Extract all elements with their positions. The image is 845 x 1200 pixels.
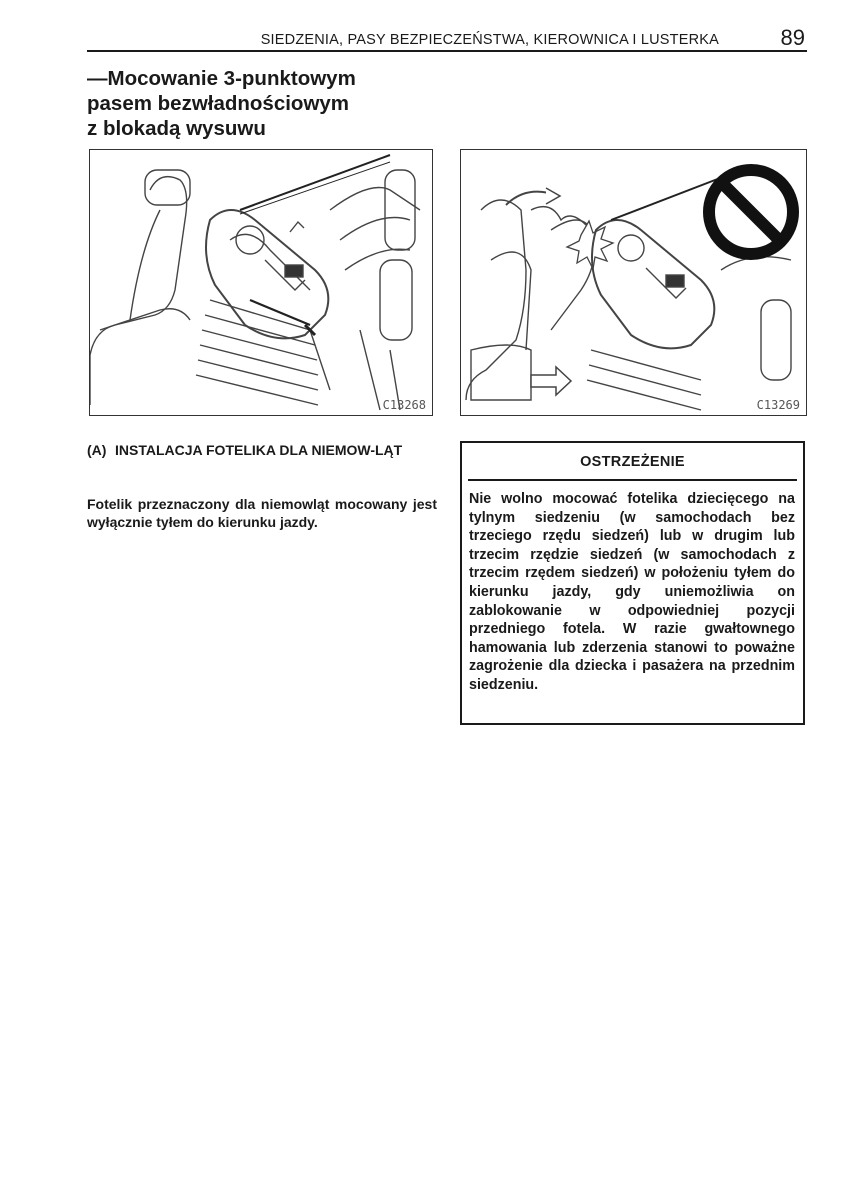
figure-code: C13269 xyxy=(756,398,800,412)
instruction-paragraph: Fotelik przeznaczony dla niemowląt mocowany jest wyłącznie tyłem do kierunku jazdy. xyxy=(87,496,437,530)
warning-box xyxy=(460,441,805,725)
figure-infant-seat-installed xyxy=(89,149,433,416)
section-title: SIEDZENIA, PASY BEZPIECZEŃSTWA, KIEROWNICA I LUSTERKA xyxy=(260,32,719,48)
page-number: 89 xyxy=(780,25,805,50)
prohibition-sign-icon xyxy=(709,170,793,254)
warning-title: OSTRZEŻENIE xyxy=(468,443,797,481)
figure-code: C13268 xyxy=(382,398,426,412)
header-rule xyxy=(87,50,807,52)
page-title xyxy=(87,66,417,141)
page-header xyxy=(87,22,807,52)
section-heading-text: INSTALACJA FOTELIKA DLA NIEMOW-LĄT xyxy=(115,442,403,458)
section-heading xyxy=(87,441,437,459)
section-label: (A) xyxy=(87,442,107,458)
infant-seat-illustration xyxy=(90,150,432,415)
figure-incorrect-installation xyxy=(460,149,807,416)
title-line-3: z blokadą wysuwu xyxy=(87,117,266,140)
title-line-2: pasem bezwładnościowym xyxy=(87,92,350,115)
incorrect-installation-illustration xyxy=(461,150,806,415)
title-line-1: —Mocowanie 3-punktowym xyxy=(87,67,356,90)
warning-text: Nie wolno mocować fotelika dziecięcego na tylnym siedzeniu (w samochodach bez trzeciego rzędu siedzeń) lub w drugim lub trzecim rzędzie siedzeń (w samochodach z trzecim rzędem siedzeń) w położeniu tyłem do kierunku jazdy, gdy uniemożliwia on zablokowanie w odpowiedniej pozycji przedniego fotela. W razie gwałtownego hamowania lub zderzenia stanowi to poważne zagrożenie dla dziecka i pasażera na przednim siedzeniu. xyxy=(469,491,795,693)
